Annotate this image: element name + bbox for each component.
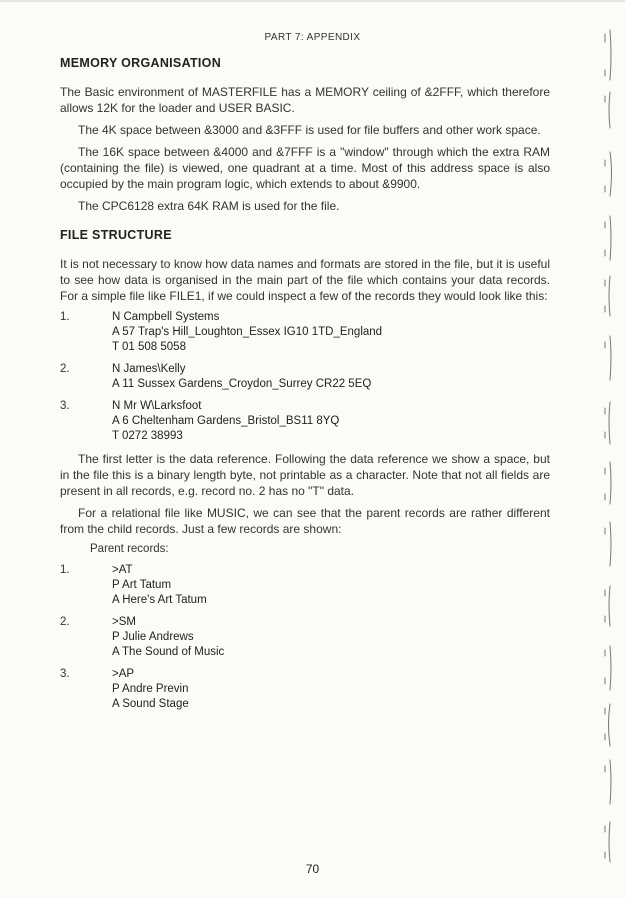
- record-line: N Campbell Systems: [112, 311, 220, 323]
- list-item: [60, 399, 550, 444]
- memory-paragraph-3: The 16K space between &4000 and &7FFF is a "window" through which the extra RAM (containing the file) is viewed, one quadrant at a time. Most of this address space is also occupied by the main program logic, which extends to about &9900.: [60, 145, 550, 191]
- data-reference-paragraph: The first letter is the data reference. Following the data reference we show a space, but in the file this is a binary length byte, not printable as a character. Note that not all fields are present in all records, e.g. record no. 2 has no "T" data.: [60, 452, 550, 498]
- record-line: P Andre Previn: [112, 683, 189, 695]
- memory-paragraph-2: The 4K space between &3000 and &3FFF is used for file buffers and other work space.: [78, 123, 541, 137]
- record-line: T 0272 38993: [112, 430, 183, 442]
- record-number: 1.: [60, 311, 70, 323]
- running-head: PART 7: APPENDIX: [264, 32, 361, 43]
- top-edge-rule: [0, 0, 625, 2]
- record-line: P Art Tatum: [112, 579, 172, 591]
- memory-paragraph-1: The Basic environment of MASTERFILE has a MEMORY ceiling of &2FFF, which therefore allows 12K for the loader and USER BASIC.: [60, 85, 550, 115]
- record-line: >AP: [112, 668, 135, 680]
- record-number: 1.: [60, 564, 70, 576]
- record-line: A 57 Trap's Hill_Loughton_Essex IG10 1TD_England: [112, 326, 383, 338]
- relational-paragraph: For a relational file like MUSIC, we can see that the parent records are rather different from the child records. Just a few records are shown:: [60, 506, 550, 536]
- record-line: A Here's Art Tatum: [112, 594, 207, 606]
- file-structure-heading: FILE STRUCTURE: [60, 228, 172, 242]
- record-line: N Mr W\Larksfoot: [112, 400, 202, 412]
- record-number: 2.: [60, 363, 70, 375]
- record-line: P Julie Andrews: [112, 631, 194, 643]
- file1-record-list: [60, 310, 550, 444]
- memory-paragraph-4: The CPC6128 extra 64K RAM is used for the file.: [78, 199, 340, 213]
- parent-record-list: [60, 563, 550, 712]
- list-item: [60, 310, 550, 355]
- record-line: >AT: [112, 564, 133, 576]
- list-item: [60, 362, 550, 392]
- record-line: A 6 Cheltenham Gardens_Bristol_BS11 8YQ: [112, 415, 340, 427]
- page-content: [60, 56, 550, 719]
- memory-heading: MEMORY ORGANISATION: [60, 56, 222, 70]
- record-line: A Sound Stage: [112, 698, 189, 710]
- record-number: 2.: [60, 616, 70, 628]
- record-line: A The Sound of Music: [112, 646, 225, 658]
- record-line: T 01 508 5058: [112, 341, 186, 353]
- list-item: [60, 667, 550, 712]
- record-number: 3.: [60, 400, 70, 412]
- file-structure-intro: It is not necessary to know how data names and formats are stored in the file, but it is useful to see how data is organised in the main part of the file which contains your data records. For a simple file like FILE1, if we could inspect a few of the records they would look like this:: [60, 257, 550, 303]
- parent-records-label: Parent records:: [90, 543, 169, 555]
- record-line: >SM: [112, 616, 136, 628]
- record-line: N James\Kelly: [112, 363, 186, 375]
- list-item: [60, 563, 550, 608]
- record-number: 3.: [60, 668, 70, 680]
- record-line: A 11 Sussex Gardens_Croydon_Surrey CR22 5EQ: [112, 378, 372, 390]
- binding-hole-marks: [595, 0, 625, 898]
- list-item: [60, 615, 550, 660]
- page-number: 70: [305, 862, 320, 876]
